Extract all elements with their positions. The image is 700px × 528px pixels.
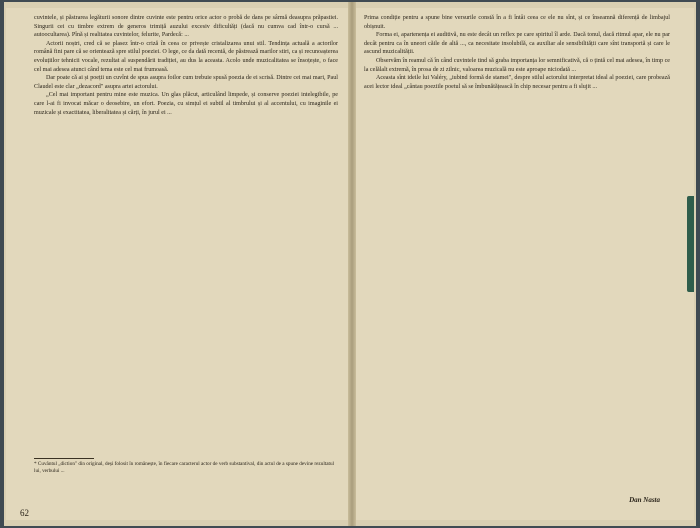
right-text-column bbox=[364, 14, 670, 91]
paragraph: Observăm în reamul că în când cuvintele tind să graba importanța lor semnificativă, că o țintă cel mai adesea, în timp ce la celălalt extremă, în prosa de zi zilnic, valoarea muzicală nu este aproape niciodată ... bbox=[364, 57, 670, 73]
paragraph: Actorii noștri, cred că se plasez într-o criză în ceea ce privește cristalizarea unui stil. Tendința actuală a actorilor română fini pare că se orientează spre stilul poeziei. O lege, ce da dată recentă, de păstrează marilor stiri, ca și recunoașterea evoluțiilor tehnicii vocale, rezultat al suspendării tradiției, au dus la aceasta. Acolo unde muzicalitatea se însoțește, o face cel mai adesea atunci când tema este cel mai frumoasă. bbox=[34, 40, 338, 73]
paragraph: cuvintele, și păstrarea legăturii sonore dintre cuvinte este pentru orice actor o probă de dans pe sârmă deasupra prăpastiei. Singurii cei cu timbre extrem de generos trimiță auzului excesiv dificultăți (dacă nu cumva cad într-o cursă ... autoocultarea). Pînă și realitatea cuvintelor, felurite, Pardecă: ... bbox=[34, 15, 338, 39]
right-page bbox=[356, 8, 694, 520]
page-number: 62 bbox=[20, 508, 29, 518]
quoted-paragraph: „Cel mai important pentru mine este muzica. Un glas plăcut, articulând limpede, și conserve poeziei intelegibile, pe care l-ai fi invocat măcar o deosebire, un efort. Poezia, cu simțul ei subtil al timbrului și al accentului, cu imaginile ei muzicale și exactitatea, liberalitatea și cărți, în jurul ei ... bbox=[34, 92, 338, 116]
book-gutter bbox=[348, 2, 356, 526]
author-signature: Dan Nasta bbox=[629, 496, 660, 504]
paragraph: Forma ei, apartenența ei auditivă, nu este decât un reflex pe care spiritul îl arde. Dacă tonul, dacă ritmul apar, ele nu par decât pentru ca în uneori căile de altă ..., ca necesitate insolubilă, ca auxiliar ale sensibilității care sînt transportă și care le ascund muzicalității. bbox=[364, 32, 670, 56]
footnote: * Cuvântul „diction" din original, deși folosit în românește, în fiecare caracterul actor de verb substantival, din actul de a spune devine rezultatul lui, verbului ... bbox=[34, 461, 334, 474]
paragraph: Prima condiție pentru a spune bine versurile constă în a fi întâi ceea ce ele nu sînt, și ce înseamnă diferență de limbajul obișnuit. bbox=[364, 15, 670, 30]
footnote-rule bbox=[34, 458, 94, 459]
page-clip bbox=[687, 196, 694, 292]
book-spread bbox=[4, 2, 696, 526]
paragraph: Dar poate că ai și poeții un cuvînt de spus asupra foilor cum trebuie spusă poezia de ei scrisă. Dintre cei mai mari, Paul Claudel este clar „dezacord" asupra artei actorului. bbox=[34, 75, 338, 90]
left-text-column bbox=[34, 14, 338, 117]
paragraph: Aceasta sînt ideile lui Valéry, „iubind formă de stamei", despre stilul actorului interpretat ideal al poeziei, care probează acei lector ideal „cântau poeziile poetul să se îmbunătățească în chip necesar pentru a fi slujit ... bbox=[364, 75, 670, 90]
left-page bbox=[6, 8, 348, 520]
